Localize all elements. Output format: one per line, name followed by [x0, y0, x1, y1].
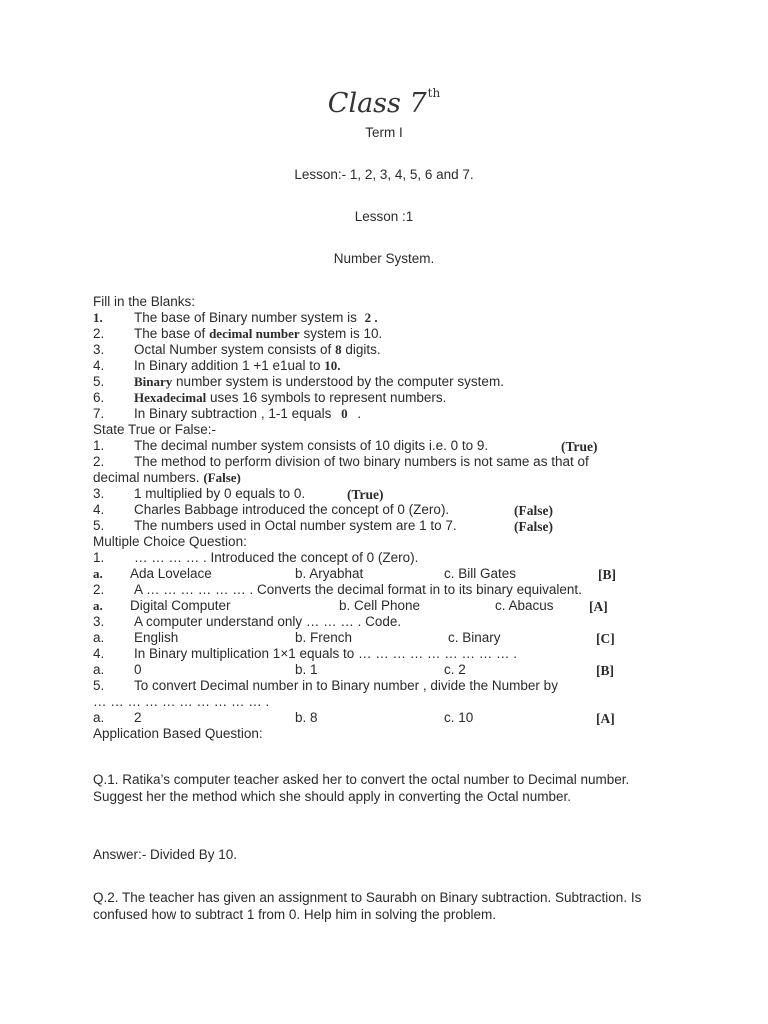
mcq-answer: [B] — [596, 663, 614, 678]
mcq-option-c: c. 2 — [444, 662, 466, 677]
mcq-heading: Multiple Choice Question: — [93, 534, 247, 549]
mcq-option-b: b. Cell Phone — [339, 598, 421, 613]
mcq-option-a: a. 2 — [93, 710, 142, 725]
tf-item: 3. 1 multiplied by 0 equals to 0. — [93, 486, 306, 501]
mcq-answer: [A] — [596, 711, 615, 726]
tf-answer: (True) — [347, 487, 384, 502]
mcq-question-continued: … … … … … … … … … … . — [93, 694, 270, 709]
mcq-question: 2. A … … … … … … . Converts the decimal format in to its binary equivalent. — [93, 582, 582, 597]
mcq-option-c: c. Bill Gates — [444, 566, 517, 581]
mcq-option-c: c. Binary — [448, 630, 501, 645]
tf-answer: (False) — [514, 503, 553, 518]
mcq-option-b: b. French — [295, 630, 353, 645]
lessons-list: Lesson:- 1, 2, 3, 4, 5, 6 and 7. — [294, 167, 474, 182]
lesson-number: Lesson :1 — [354, 209, 414, 224]
mcq-option-b: b. 8 — [295, 710, 318, 725]
mcq-option-c: c. 10 — [444, 710, 474, 725]
tf-item-continued: decimal numbers. (False) — [93, 470, 241, 485]
app-question-1: Q.1. Ratika’s computer teacher asked her to convert the octal number to Decimal number. Suggest her the method which she should apply in converting the Octal number. — [93, 772, 630, 804]
mcq-option-a: a. 0 — [93, 662, 142, 677]
mcq-answer: [A] — [589, 599, 608, 614]
fill-item: 3. Octal Number system consists of 8 digits. — [93, 342, 381, 357]
tf-answer: (False) — [514, 519, 553, 534]
term-label: Term I — [365, 125, 403, 140]
mcq-option-a: a. Ada Lovelace — [93, 566, 212, 581]
fill-item: 1. The base of Binary number system is 2 . — [93, 310, 378, 325]
mcq-option-b: b. Aryabhat — [295, 566, 364, 581]
tf-item: 4. Charles Babbage introduced the concept of 0 (Zero). — [93, 502, 450, 517]
tf-answer: (True) — [561, 439, 598, 454]
app-heading: Application Based Question: — [93, 726, 263, 741]
fill-heading: Fill in the Blanks: — [93, 294, 196, 309]
mcq-answer: [B] — [598, 567, 616, 582]
topic-title: Number System. — [333, 251, 435, 266]
title-text: Class 7 — [327, 88, 427, 119]
tf-item: 2. The method to perform division of two binary numbers is not same as that of — [93, 454, 589, 469]
app-question-2: Q.2. The teacher has given an assignment to Saurabh on Binary subtraction. Subtraction. Is confused how to subtract 1 from 0. Help him in solving the problem. — [93, 890, 642, 922]
mcq-question: 5. To convert Decimal number in to Binary number , divide the Number by — [93, 678, 558, 693]
tf-item: 5. The numbers used in Octal number system are 1 to 7. — [93, 518, 457, 533]
mcq-answer: [C] — [596, 631, 615, 646]
mcq-option-a: a. Digital Computer — [93, 598, 231, 613]
tf-item: 1. The decimal number system consists of 10 digits i.e. 0 to 9. — [93, 438, 489, 453]
fill-item: 6. Hexadecimal uses 16 symbols to represent numbers. — [93, 390, 447, 405]
tf-heading: State True or False:- — [93, 422, 217, 437]
mcq-question: 4. In Binary multiplication 1×1 equals to … … … … … … … … … . — [93, 646, 518, 661]
fill-item: 5. Binary number system is understood by the computer system. — [93, 374, 504, 389]
mcq-question: 3. A computer understand only … … … . Code. — [93, 614, 402, 629]
mcq-option-b: b. 1 — [295, 662, 318, 677]
page-title — [0, 86, 768, 119]
fill-item: 7. In Binary subtraction , 1-1 equals 0 . — [93, 406, 362, 421]
app-answer-1: Answer:- Divided By 10. — [93, 847, 238, 862]
mcq-option-c: c. Abacus — [495, 598, 554, 613]
fill-item: 2. The base of decimal number system is 10. — [93, 326, 383, 341]
fill-item: 4. In Binary addition 1 +1 e1ual to 10. — [93, 358, 341, 373]
tf-answer: (False) — [203, 470, 241, 485]
mcq-question: 1. … … … … . Introduced the concept of 0 (Zero). — [93, 550, 419, 565]
title-superscript: th — [427, 86, 441, 100]
mcq-option-a: a. English — [93, 630, 179, 645]
